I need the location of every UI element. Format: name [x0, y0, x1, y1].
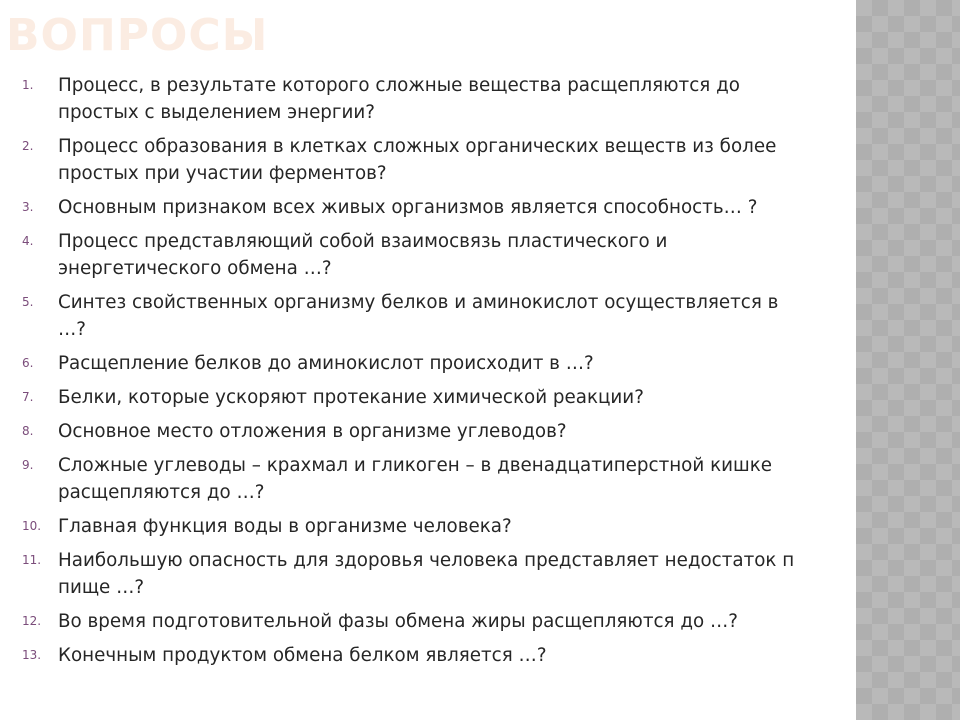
question-text-line: простых при участии ферментов? [58, 163, 387, 184]
question-text-line: Процесс представляющий собой взаимосвязь пластического и [58, 231, 668, 252]
question-number: 6. [22, 356, 34, 370]
question-number: 2. [22, 139, 34, 153]
question-number: 4. [22, 234, 34, 248]
question-number: 9. [22, 458, 34, 472]
question-text-line: энергетического обмена …? [58, 258, 332, 279]
question-number: 12. [22, 614, 42, 628]
question-text-line: …? [58, 319, 86, 340]
question-text-line: простых с выделением энергии? [58, 102, 375, 123]
question-item [0, 418, 794, 445]
question-item [0, 72, 794, 126]
question-number: 10. [22, 519, 42, 533]
question-number: 13. [22, 648, 42, 662]
slide-title: ВОПРОСЫ [6, 10, 269, 61]
question-item [0, 194, 794, 221]
question-text-line: Конечным продуктом обмена белком является …? [58, 645, 547, 666]
question-item [0, 547, 794, 601]
question-number: 11. [22, 553, 42, 567]
question-text-line: Главная функция воды в организме человека? [58, 516, 512, 537]
decorative-pattern-strip [856, 0, 960, 720]
question-number: 7. [22, 390, 34, 404]
question-text-line: Наибольшую опасность для здоровья человека представляет недостаток п [58, 550, 795, 571]
question-text-line: Расщепление белков до аминокислот происходит в …? [58, 353, 594, 374]
question-text-line: Процесс, в результате которого сложные вещества расщепляются до [58, 75, 740, 96]
question-item [0, 513, 794, 540]
question-number: 8. [22, 424, 34, 438]
question-text-line: Белки, которые ускоряют протекание химической реакции? [58, 387, 644, 408]
question-text-line: Сложные углеводы – крахмал и гликоген – в двенадцатиперстной кишке [58, 455, 773, 476]
question-number: 5. [22, 295, 34, 309]
question-item [0, 133, 794, 187]
question-text-line: Процесс образования в клетках сложных органических веществ из более [58, 136, 777, 157]
question-text-line: Синтез свойственных организму белков и аминокислот осуществляется в [58, 292, 779, 313]
question-item [0, 642, 794, 669]
question-text-line: Основным признаком всех живых организмов является способность… ? [58, 197, 758, 218]
question-text-line: Основное место отложения в организме углеводов? [58, 421, 567, 442]
question-item [0, 608, 794, 635]
question-number: 3. [22, 200, 34, 214]
question-text-line: расщепляются до …? [58, 482, 265, 503]
question-item [0, 350, 794, 377]
question-item [0, 228, 794, 282]
question-text-line: Во время подготовительной фазы обмена жиры расщепляются до …? [58, 611, 738, 632]
question-item [0, 384, 794, 411]
question-item [0, 289, 794, 343]
questions-list [0, 72, 794, 676]
question-number: 1. [22, 78, 34, 92]
question-item [0, 452, 794, 506]
question-text-line: пище …? [58, 577, 145, 598]
